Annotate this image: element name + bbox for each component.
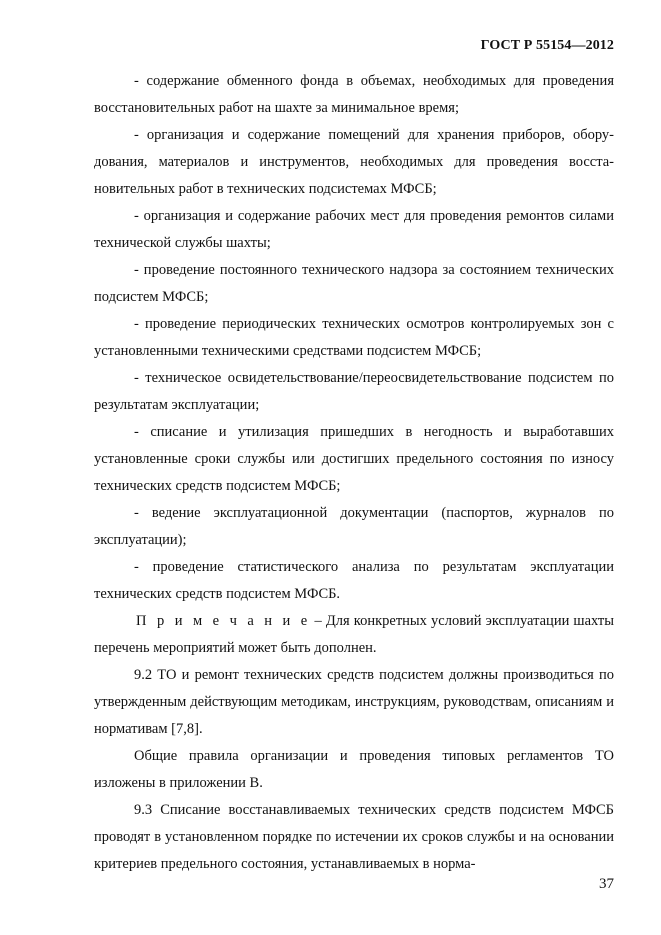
list-item: - организация и содержание рабочих мест для проведения ремонтов силами технической службы шахты; xyxy=(94,208,614,251)
list-item: - ведение эксплуатационной документации (паспортов, журналов по эксплуатации); xyxy=(94,505,614,548)
section-paragraph: Общие правила организации и проведения типовых регламентов ТО изложены в приложении В. xyxy=(94,748,614,791)
list-item: - техническое освидетельствование/переосвидетельствование подсистем по результатам эксплуатации; xyxy=(94,370,614,413)
list-item: - списание и утилизация пришедших в негодность и выработавших установленные сроки службы или достигших предельного состояния по износу технических средств подсистем МФСБ; xyxy=(94,424,614,494)
document-header: ГОСТ Р 55154—2012 xyxy=(480,38,614,53)
note-text: – Для конкретных условий эксплуатации шахты перечень мероприятий может быть дополнен. xyxy=(94,613,615,656)
page-number: 37 xyxy=(599,876,614,892)
list-item: - организация и содержание помещений для хранения приборов, оборудования, материалов и инструментов, необходимых для проведения восстановительных работ в технических подсистемах МФСБ; xyxy=(94,127,614,197)
list-item: - проведение статистического анализа по результатам эксплуатации технических средств подсистем МФСБ. xyxy=(94,559,614,602)
list-item: - проведение периодических технических осмотров контролируемых зон с установленными техническими средствами подсистем МФСБ; xyxy=(94,316,614,359)
page-body xyxy=(94,68,614,878)
list-item: - содержание обменного фонда в объемах, необходимых для проведения восстановительных работ на шахте за минимальное время; xyxy=(94,73,614,116)
note-label: П р и м е ч а н и е xyxy=(136,613,311,629)
note-paragraph xyxy=(94,608,614,662)
section-paragraph: 9.2 ТО и ремонт технических средств подсистем должны производиться по утвержденным действующим методикам, инструкциям, руководствам, описаниям и нормативам [7,8]. xyxy=(94,667,614,737)
section-paragraph: 9.3 Списание восстанавливаемых технических средств подсистем МФСБ проводят в установленном порядке по истечении их сроков службы и на основании критериев предельного состояния, устанавливаемых в норма- xyxy=(94,802,614,872)
list-item: - проведение постоянного технического надзора за состоянием технических подсистем МФСБ; xyxy=(94,262,614,305)
